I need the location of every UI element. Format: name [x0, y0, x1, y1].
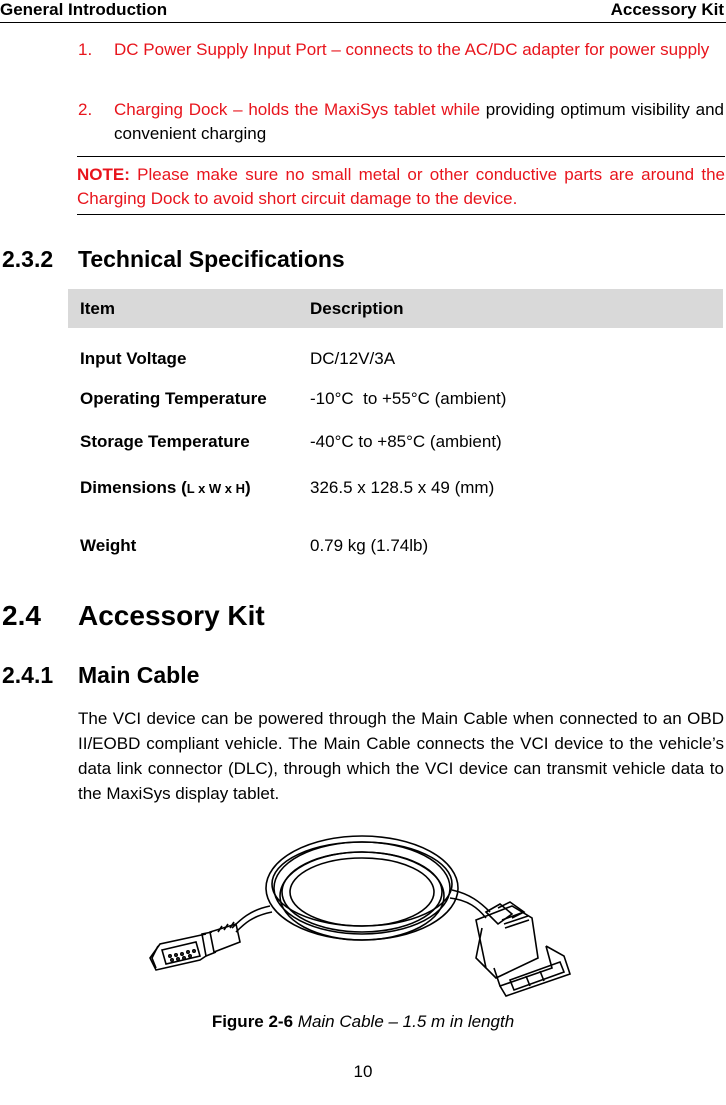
row-item-end: )	[245, 478, 251, 497]
list-item-text	[114, 38, 724, 62]
section-number: 2.4	[2, 600, 41, 631]
row-item-dim-order: L x W x H	[186, 481, 246, 496]
page-number: 10	[353, 1062, 373, 1081]
figure-label: Figure 2-6	[211, 1012, 294, 1031]
list-item-text	[114, 98, 724, 146]
header-section-title: Accessory Kit	[610, 0, 724, 19]
row-item: Weight	[80, 536, 137, 555]
list-item-black-text: providing optimum visibility and convenient charging	[114, 100, 724, 143]
row-item: Operating Temperature	[80, 389, 267, 408]
main-cable-illustration	[140, 828, 590, 1003]
row-item: Storage Temperature	[80, 432, 250, 451]
column-header-item: Item	[80, 299, 115, 318]
column-header-description: Description	[310, 299, 404, 318]
subsection-title: Main Cable	[78, 662, 200, 688]
db-connector	[150, 922, 240, 970]
note-body: Please make sure no small metal or other conductive parts are around the Charging Dock to avoid short circuit damage to the device.	[77, 165, 725, 208]
obd-connector	[476, 902, 570, 996]
section-title: Technical Specifications	[78, 246, 345, 272]
list-item-red-text: Charging Dock – holds the MaxiSys tablet while	[114, 100, 486, 119]
row-item-main: Dimensions (	[80, 478, 187, 497]
list-item	[78, 38, 724, 88]
row-description: 0.79 kg (1.74lb)	[310, 536, 429, 555]
row-description: 326.5 x 128.5 x 49 (mm)	[310, 478, 495, 497]
table-header	[68, 289, 723, 328]
figure-caption	[0, 1012, 726, 1032]
list-item-number: 2.	[78, 100, 93, 119]
row-description: -40°C to +85°C (ambient)	[310, 432, 502, 451]
row-item: Input Voltage	[80, 349, 187, 368]
list-item-red-text: DC Power Supply Input Port – connects to the AC/DC adapter for power supply	[114, 40, 710, 59]
figure-caption-text: Main Cable – 1.5 m in length	[293, 1012, 515, 1031]
header-chapter-title: General Introduction	[0, 0, 168, 19]
body-paragraph: The VCI device can be powered through the Main Cable when connected to an OBD II/EOBD compliant vehicle. The Main Cable connects the VCI device to the vehicle’s data link connector (DLC), through which the VCI device can transmit vehicle data to the MaxiSys display tablet.	[78, 709, 724, 803]
list-item-number: 1.	[78, 40, 93, 59]
section-number: 2.3.2	[2, 246, 54, 272]
row-description: DC/12V/3A	[310, 349, 396, 368]
section-title: Accessory Kit	[78, 600, 265, 631]
note-box	[77, 156, 725, 215]
list-item	[78, 98, 724, 148]
note-label: NOTE:	[77, 165, 130, 184]
row-item	[80, 478, 251, 498]
note-text	[77, 163, 725, 211]
subsection-number: 2.4.1	[2, 662, 54, 688]
row-description: -10°C to +55°C (ambient)	[310, 389, 507, 408]
page-header	[0, 0, 726, 23]
